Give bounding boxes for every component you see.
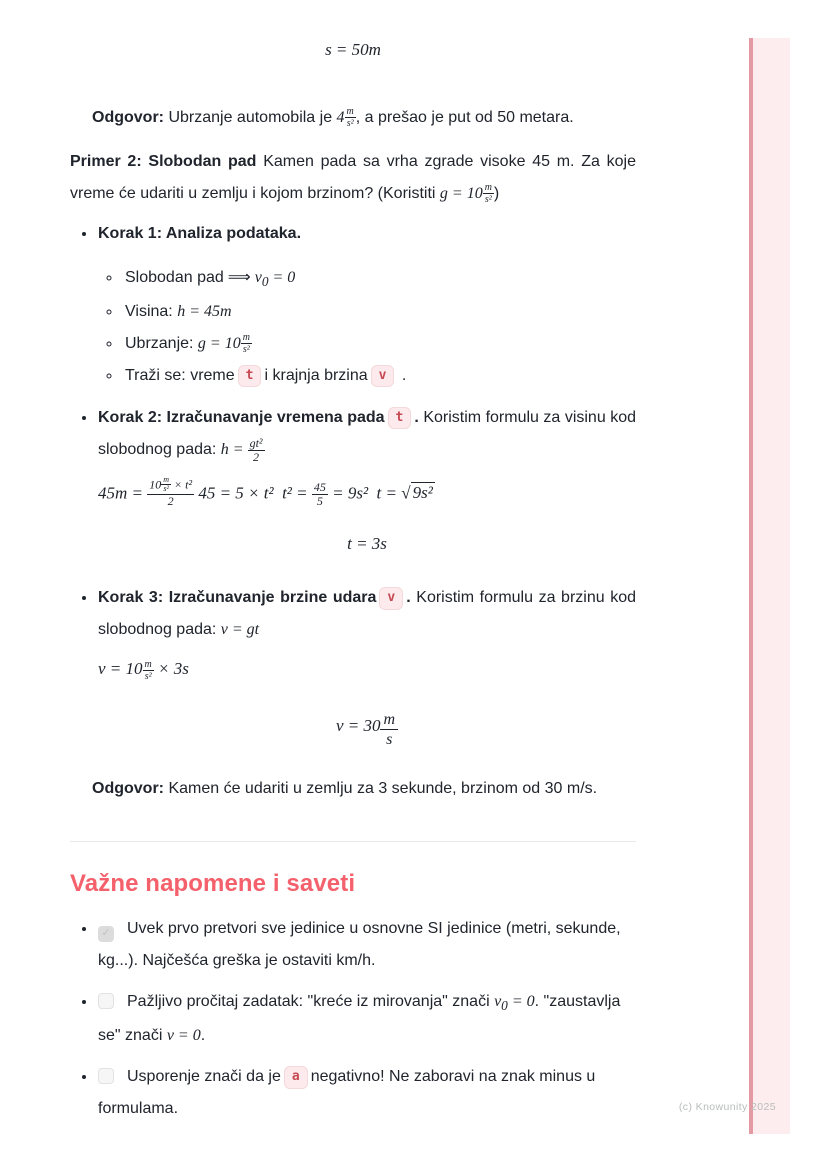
text-run: . "zaustavlja se" znači bbox=[98, 993, 621, 1045]
sqrt-sign: √ bbox=[401, 483, 411, 503]
odgovor-label: Odgovor: bbox=[92, 108, 164, 126]
formula-t-text: t = 3s bbox=[347, 534, 387, 554]
inline-math-h-gt2: h = $\frac{\text{gt²}}{2}$ bbox=[220, 435, 263, 464]
fraction-gt2-2: $\frac{\text{gt²}}{2}$ bbox=[249, 435, 263, 464]
checkbox-unchecked[interactable] bbox=[98, 993, 114, 1009]
notes-list bbox=[70, 913, 636, 1125]
primer2-paragraph bbox=[70, 146, 636, 210]
note-item-usporenje bbox=[97, 1061, 636, 1125]
code-chip-v: v bbox=[371, 365, 395, 388]
math-run: = 9s² t = bbox=[327, 483, 402, 503]
text-run: Ubrzanje automobila je bbox=[164, 108, 337, 126]
text-run: Kamen će udariti u zemlju za 3 sekunde, brzinom od 30 m/s. bbox=[164, 780, 598, 798]
checkbox-unchecked[interactable] bbox=[98, 1068, 114, 1084]
inline-math-h45: h = 45m bbox=[177, 302, 232, 320]
text-run: ) bbox=[493, 184, 500, 202]
checkbox-checked[interactable]: ✓ bbox=[98, 926, 114, 942]
sqrt-body: 9s² bbox=[412, 483, 433, 503]
steps-list bbox=[70, 218, 636, 749]
formula-v-text: v = 30 $\frac{m}{s}$ bbox=[336, 716, 398, 735]
document-content bbox=[70, 36, 636, 1125]
formula-v-result bbox=[98, 710, 636, 749]
fraction-m-s2: $\frac{m}{\text{s²}}$ bbox=[242, 332, 250, 356]
korak1-title: Korak 1: Analiza podataka. bbox=[98, 224, 302, 242]
text-run: Koristim formulu za brzinu kod slobodnog pada: bbox=[98, 589, 637, 639]
korak3-calculation bbox=[98, 656, 636, 682]
text-run: Pažljivo pročitaj zadatak: "kreće iz mirovanja" znači bbox=[127, 993, 495, 1011]
math-run: 45 = 5 × t² t² = bbox=[194, 483, 312, 503]
text-run: i krajnja brzina bbox=[264, 366, 368, 384]
list-item-ubrzanje bbox=[122, 328, 636, 360]
text-run: negativno! Ne zaboravi na znak minus u formulama. bbox=[98, 1068, 596, 1118]
fraction-main: 10 $\frac{m}{\text{s²}}$ × t² 2 bbox=[149, 474, 193, 509]
text-run: . bbox=[414, 408, 424, 426]
inline-math-v0: $v_0 = 0$ bbox=[254, 268, 296, 289]
odgovor-paragraph-2 bbox=[70, 773, 636, 805]
section-divider bbox=[70, 841, 636, 842]
text-run: Slobodan pad bbox=[125, 268, 224, 286]
inline-math-v0-2: v = 0 bbox=[166, 1027, 201, 1045]
primer2-title: Primer 2: Slobodan pad bbox=[70, 152, 257, 170]
inline-math-4ms2: 4 $\frac{m}{\text{s²}}$ bbox=[336, 106, 354, 130]
math-run: v = 10 bbox=[98, 659, 143, 679]
fraction-m-s2: $\frac{m}{\text{s²}}$ bbox=[144, 658, 152, 682]
note-item-si-jedinice bbox=[97, 913, 636, 977]
text-run: , a prešao je put od 50 metara. bbox=[355, 108, 574, 126]
text-run: . bbox=[397, 366, 407, 384]
text-run: Uvek prvo pretvori sve jedinice u osnovne SI jedinice (metri, sekunde, kg...). Najčešća greška je ostaviti km/h. bbox=[98, 920, 621, 970]
implies-arrow: ⟹ bbox=[223, 268, 255, 286]
fraction-m-s2: $\frac{m}{\text{s²}}$ bbox=[484, 182, 492, 206]
list-item-slobodan-pad bbox=[122, 262, 636, 296]
formula-s-result bbox=[70, 38, 636, 62]
fraction-45-5: $\frac{45}{5}$ bbox=[313, 480, 326, 509]
list-item-visina bbox=[122, 296, 636, 328]
inline-math-v-gt: v = gt bbox=[220, 621, 260, 639]
code-chip-t: t bbox=[238, 365, 262, 388]
notes-heading: Važne napomene i saveti bbox=[70, 870, 356, 898]
fraction-m-s: $\frac{m}{s}$ bbox=[380, 710, 398, 749]
page-edge-accent-bar bbox=[749, 38, 790, 1134]
text-run: Ubrzanje: bbox=[125, 334, 198, 352]
formula-t-result bbox=[98, 532, 636, 556]
korak2-title: Korak 2: Izračunavanje vremena pada bbox=[98, 408, 385, 426]
text-run: Visina: bbox=[125, 302, 178, 320]
text-run: . bbox=[406, 589, 417, 607]
text-run: . bbox=[200, 1027, 206, 1045]
odgovor-paragraph-1 bbox=[70, 102, 636, 134]
inline-math-g10: g = 10 $\frac{m}{\text{s²}}$ bbox=[197, 332, 250, 356]
code-chip-a: a bbox=[284, 1066, 308, 1089]
text-run: Usporenje znači da je bbox=[127, 1068, 281, 1086]
fraction-m-s2: $\frac{m}{\text{s²}}$ bbox=[163, 474, 170, 494]
list-item-korak1 bbox=[97, 218, 636, 392]
korak1-sublist bbox=[98, 262, 636, 392]
text-run: Traži se: vreme bbox=[125, 366, 235, 384]
text-run: Koristim formulu za visinu kod slobodnog pada: bbox=[98, 408, 637, 458]
math-run: 45m = bbox=[98, 483, 148, 503]
odgovor-label: Odgovor: bbox=[92, 780, 164, 798]
formula-s-text: s = 50m bbox=[325, 40, 381, 59]
note-item-pazljivo bbox=[97, 986, 636, 1052]
math-run: × 3s bbox=[153, 659, 189, 679]
inline-math-g10: g = 10 $\frac{m}{\text{s²}}$ bbox=[439, 182, 492, 206]
list-item-trazi-se bbox=[122, 360, 636, 392]
inline-math-v0: $v_0 = 0$ bbox=[494, 993, 535, 1014]
fraction-m-s2: $\frac{m}{\text{s²}}$ bbox=[346, 106, 354, 130]
footer-copyright: (c) Knowunity 2025 bbox=[678, 1101, 776, 1113]
text-run: Kamen pada sa vrha zgrade visoke 45 m. Za koje vreme će udariti u zemlju i kojom brzinom? (Koristiti bbox=[70, 152, 636, 202]
code-chip-v: v bbox=[379, 587, 403, 610]
list-item-korak3 bbox=[97, 582, 636, 749]
korak2-calculation bbox=[98, 476, 636, 509]
list-item-korak2 bbox=[97, 402, 636, 557]
korak3-title: Korak 3: Izračunavanje brzine udara bbox=[98, 589, 377, 607]
code-chip-t: t bbox=[388, 407, 412, 430]
